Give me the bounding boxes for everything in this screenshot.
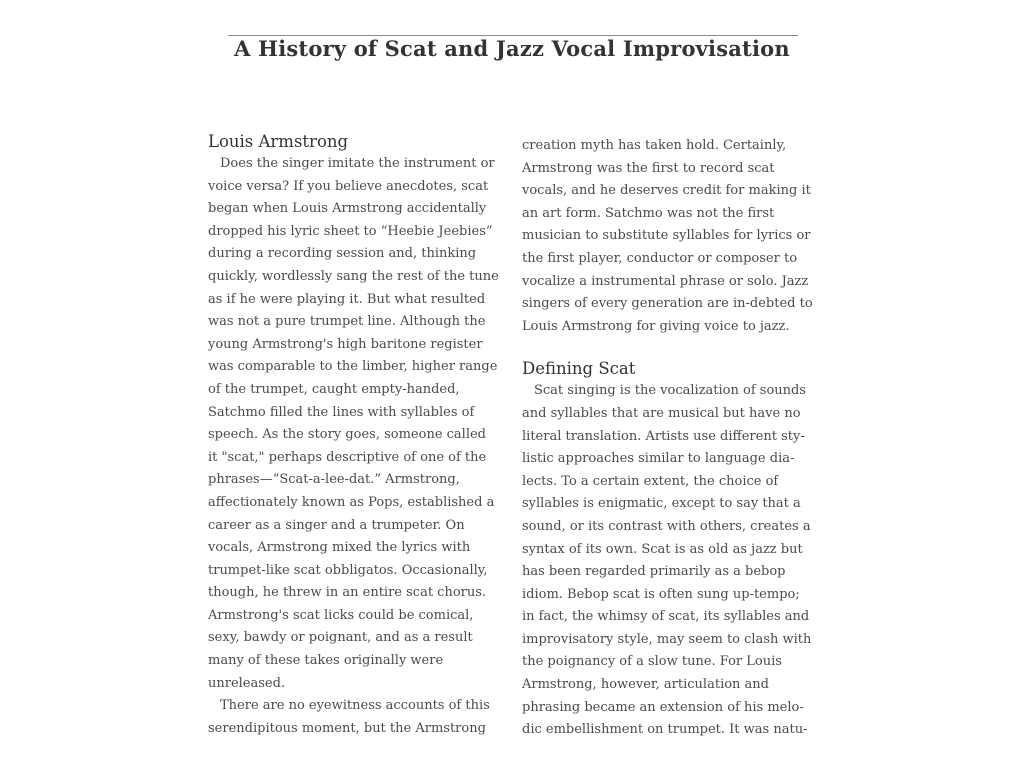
text-line: it "scat," perhaps descriptive of one of the — [208, 449, 487, 465]
text-line: vocals, and he deserves credit for making it — [522, 183, 811, 199]
text-line: idiom. Bebop scat is often sung up-tempo; — [522, 586, 800, 602]
left-column — [208, 131, 518, 740]
text-line: vocals, Armstrong mixed the lyrics with — [208, 540, 471, 556]
text-line: was not a pure trumpet line. Although the — [208, 314, 486, 330]
section-heading-louis-armstrong: Louis Armstrong — [208, 132, 349, 151]
right-column-text-bottom — [522, 380, 832, 742]
left-column-text — [208, 153, 518, 740]
text-line: as if he were playing it. But what resulted — [208, 291, 486, 307]
text-line: affectionately known as Pops, established a — [208, 494, 495, 510]
text-line: Scat singing is the vocalization of sounds — [534, 383, 807, 399]
text-line: lects. To a certain extent, the choice of — [522, 473, 779, 489]
text-line: quickly, wordlessly sang the rest of the tune — [208, 268, 499, 284]
text-line: in fact, the whimsy of scat, its syllables and — [522, 609, 810, 625]
text-line: listic approaches similar to language dia- — [522, 451, 795, 467]
text-line: phrasing became an extension of his melo- — [522, 699, 804, 715]
text-line: trumpet-like scat obbligatos. Occasionally, — [208, 562, 488, 578]
right-column — [522, 135, 832, 742]
text-line: speech. As the story goes, someone called — [208, 427, 487, 443]
paragraph-gap — [522, 338, 832, 358]
text-line: dropped his lyric sheet to “Heebie Jeebies” — [208, 223, 493, 239]
text-line: was comparable to the limber, higher range — [208, 359, 498, 375]
text-line: sound, or its contrast with others, creates a — [522, 518, 811, 534]
text-line: dic embellishment on trumpet. It was natu- — [522, 722, 808, 738]
text-line: There are no eyewitness accounts of this — [220, 698, 490, 714]
text-line: Louis Armstrong for giving voice to jazz. — [522, 318, 790, 334]
right-column-text-top — [522, 135, 832, 338]
text-line: during a recording session and, thinking — [208, 246, 477, 262]
text-line: singers of every generation are in-debted to — [522, 296, 813, 312]
text-line: syllables is enigmatic, except to say that a — [522, 496, 801, 512]
text-line: an art form. Satchmo was not the first — [522, 205, 775, 221]
text-line: and syllables that are musical but have no — [522, 405, 801, 421]
text-line: though, he threw in an entire scat chorus. — [208, 585, 487, 601]
text-line: many of these takes originally were — [208, 653, 444, 669]
text-line: Satchmo filled the lines with syllables of — [208, 404, 475, 420]
text-line: creation myth has taken hold. Certainly, — [522, 138, 787, 153]
text-line: has been regarded primarily as a bebop — [522, 564, 786, 580]
text-line: literal translation. Artists use different sty- — [522, 428, 805, 444]
text-line: sexy, bawdy or poignant, and as a result — [208, 630, 473, 646]
text-line: musician to substitute syllables for lyrics or — [522, 228, 811, 244]
text-line: began when Louis Armstrong accidentally — [208, 201, 487, 217]
text-line: serendipitous moment, but the Armstrong — [208, 720, 486, 736]
text-line: of the trumpet, caught empty-handed, — [208, 381, 460, 397]
text-line: Armstrong, however, articulation and — [522, 677, 769, 693]
text-line: voice versa? If you believe anecdotes, scat — [208, 178, 489, 194]
section-heading-defining-scat: Defining Scat — [522, 359, 636, 379]
text-line: unreleased. — [208, 675, 286, 691]
text-line: vocalize a instrumental phrase or solo. Jazz — [522, 273, 809, 289]
text-line: young Armstrong's high baritone register — [208, 336, 483, 352]
text-line: the poignancy of a slow tune. For Louis — [522, 654, 782, 670]
text-line: Does the singer imitate the instrument or — [220, 156, 495, 171]
text-line: career as a singer and a trumpeter. On — [208, 517, 465, 533]
text-line: Armstrong's scat licks could be comical, — [208, 607, 474, 623]
text-line: Armstrong was the first to record scat — [522, 160, 775, 176]
text-line: phrases—“Scat-a-lee-dat.” Armstrong, — [208, 472, 460, 488]
text-line: improvisatory style, may seem to clash with — [522, 631, 812, 647]
text-line: syntax of its own. Scat is as old as jazz but — [522, 541, 803, 557]
page-title: A History of Scat and Jazz Vocal Improvisation — [234, 36, 790, 61]
text-line: the first player, conductor or composer to — [522, 250, 798, 266]
